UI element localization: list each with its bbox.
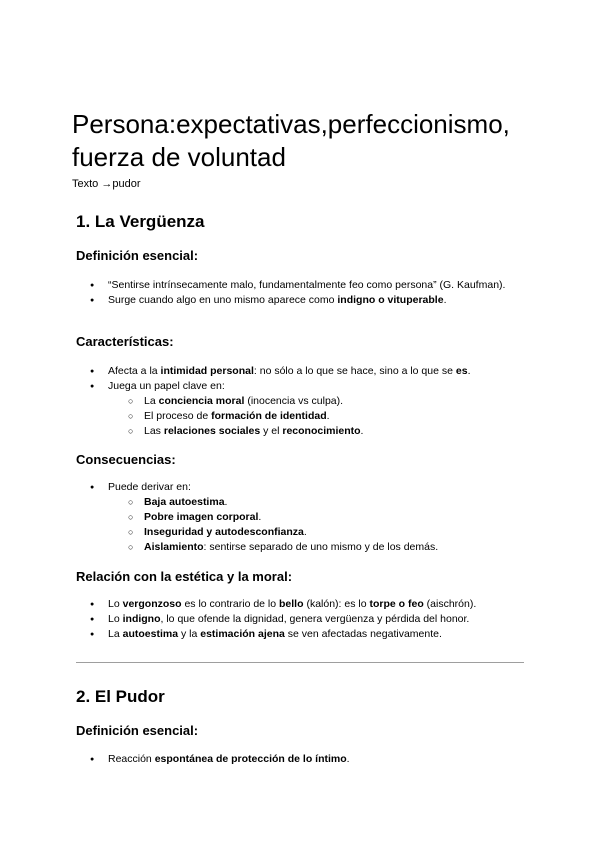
list-caracteristicas — [90, 364, 510, 439]
list-item: ● Afecta a la intimidad personal: no sólo a lo que se hace, sino a lo que se es. — [90, 364, 510, 379]
subheading-definicion-pudor: Definición esencial: — [76, 723, 199, 738]
list-item: ● La autoestima y la estimación ajena se ven afectadas negativamente. — [90, 627, 510, 642]
list-item: ● Juega un papel clave en: — [90, 379, 510, 394]
list-item: ● Lo indigno, lo que ofende la dignidad, genera vergüenza y pérdida del honor. — [90, 612, 510, 627]
sub-list-item: ○ Baja autoestima. — [90, 495, 510, 510]
section-heading-pudor: 2. El Pudor — [76, 687, 165, 706]
subheading-caracteristicas: Características: — [76, 334, 174, 349]
sub-list-item: ○ La conciencia moral (inocencia vs culpa). — [90, 394, 510, 409]
list-relacion — [90, 597, 510, 642]
list-definicion-pudor — [90, 752, 510, 767]
subheading-definicion: Definición esencial: — [76, 248, 199, 263]
sub-list-item: ○ Inseguridad y autodesconfianza. — [90, 525, 510, 540]
sub-list-item: ○ Aislamiento: sentirse separado de uno mismo y de los demás. — [90, 540, 510, 555]
sub-list-item: ○ Pobre imagen corporal. — [90, 510, 510, 525]
sub-list-item: ○ Las relaciones sociales y el reconocimiento. — [90, 424, 510, 439]
list-item: ● Lo vergonzoso es lo contrario de lo bello (kalón): es lo torpe o feo (aischrón). — [90, 597, 510, 612]
document-subtitle: Texto →pudor — [72, 178, 141, 190]
section-heading-verguenza: 1. La Vergüenza — [76, 212, 205, 231]
subheading-relacion: Relación con la estética y la moral: — [76, 569, 293, 584]
sub-list-item: ○ El proceso de formación de identidad. — [90, 409, 510, 424]
list-item: ● Puede derivar en: — [90, 480, 510, 495]
list-item: ● “Sentirse intrínsecamente malo, fundamentalmente feo como persona” (G. Kaufman). — [90, 278, 510, 293]
subheading-consecuencias: Consecuencias: — [76, 452, 176, 467]
list-consecuencias — [90, 480, 510, 555]
list-item: ● Surge cuando algo en uno mismo aparece como indigno o vituperable. — [90, 293, 510, 308]
horizontal-divider — [76, 662, 524, 663]
document-title: Persona:expectativas,perfeccionismo, fuerza de voluntad — [72, 109, 510, 172]
list-definicion — [90, 278, 510, 308]
list-item: ● Reacción espontánea de protección de lo íntimo. — [90, 752, 510, 767]
